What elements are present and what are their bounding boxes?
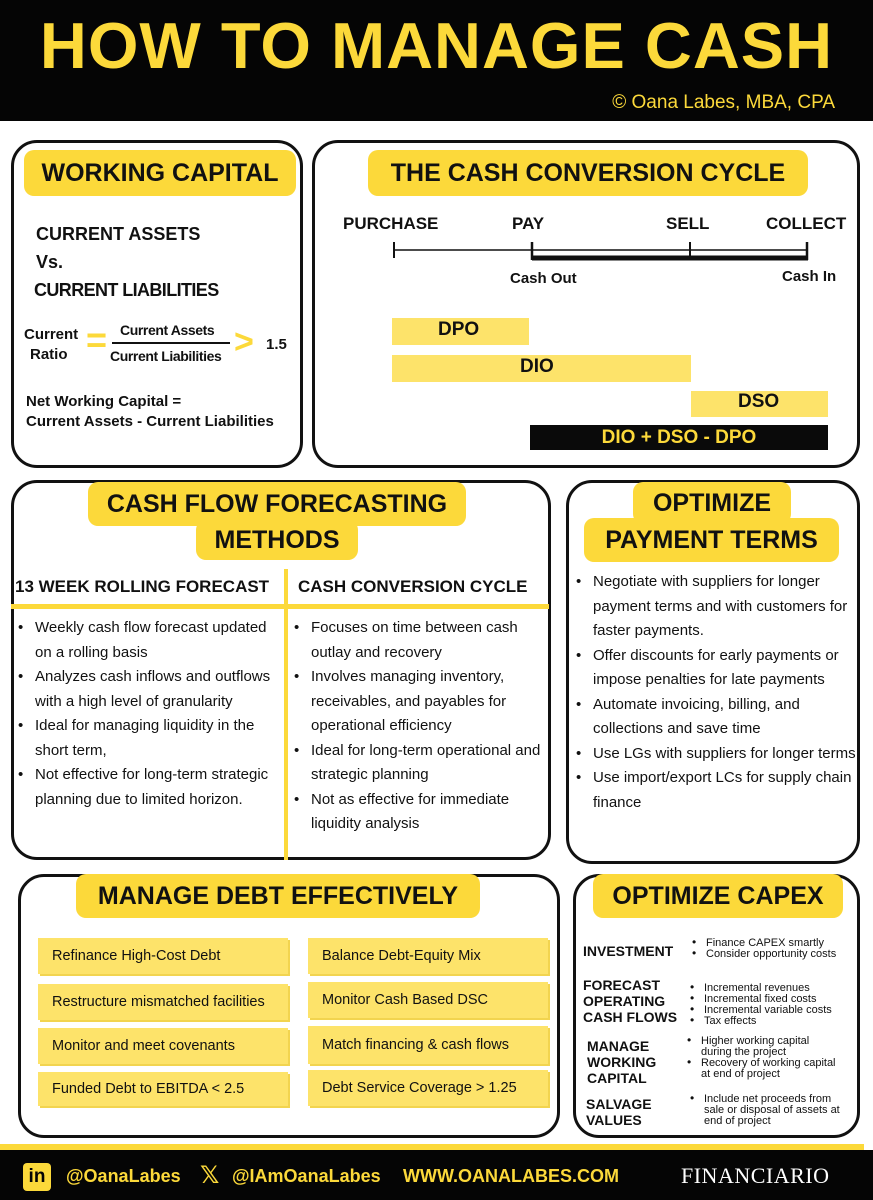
linkedin-icon[interactable]: in xyxy=(23,1163,51,1191)
list-item: • Negotiate with suppliers for longer payment terms and with customers for faster payments. xyxy=(573,570,857,644)
capex-wc-list xyxy=(687,1036,837,1080)
ratio-label-1: Current xyxy=(24,326,79,343)
nwc-line-1: Net Working Capital = xyxy=(26,393,182,410)
list-item: • Include net proceeds from sale or disposal of assets at end of project xyxy=(690,1094,840,1127)
header-bar xyxy=(0,0,873,121)
capex-forecast-label-1: FORECAST xyxy=(583,977,660,993)
debt-item-balance: Balance Debt-Equity Mix xyxy=(308,938,548,974)
dio-label: DIO xyxy=(520,356,554,377)
debt-item-dsc: Monitor Cash Based DSC xyxy=(308,982,548,1018)
list-item: • Offer discounts for early payments or impose penalties for late payments xyxy=(573,644,857,693)
list-item: • Incremental revenues xyxy=(690,983,852,994)
list-item: • Ideal for long-term operational and strategic planning xyxy=(291,739,547,788)
linkedin-handle[interactable]: @OanaLabes xyxy=(66,1166,181,1186)
debt-item-funded-debt: Funded Debt to EBITDA < 2.5 xyxy=(38,1072,288,1106)
list-item: • Weekly cash flow forecast updated on a rolling basis xyxy=(15,616,277,665)
debt-item-match: Match financing & cash flows xyxy=(308,1026,548,1064)
website-link[interactable]: WWW.OANALABES.COM xyxy=(403,1166,619,1186)
list-item: • Recovery of working capital at end of project xyxy=(687,1058,837,1080)
capex-investment-list xyxy=(692,938,852,960)
header-underline xyxy=(11,604,549,609)
col2-header: CASH CONVERSION CYCLE xyxy=(298,577,528,596)
nwc-line-2: Current Assets - Current Liabilities xyxy=(26,413,274,430)
capex-forecast-list xyxy=(690,983,852,1027)
capex-forecast-label-2: OPERATING xyxy=(583,993,666,1009)
capex-wc-label-1: MANAGE xyxy=(587,1038,650,1054)
payment-terms-list xyxy=(573,570,857,815)
copyright: © Oana Labes, MBA, CPA xyxy=(612,92,835,113)
list-item: • Use import/export LCs for supply chain finance xyxy=(573,766,857,815)
list-item: • Automate invoicing, billing, and collections and save time xyxy=(573,693,857,742)
capex-wc-label-2: WORKING xyxy=(587,1054,657,1070)
brand-logo: FINANCIARIO xyxy=(681,1163,830,1188)
list-item: • Ideal for managing liquidity in the short term, xyxy=(15,714,277,763)
list-item: • Higher working capital during the project xyxy=(687,1036,837,1058)
page-title: HOW TO MANAGE CASH xyxy=(39,9,834,82)
list-item: • Incremental fixed costs xyxy=(690,994,852,1005)
payment-terms-title-1: OPTIMIZE xyxy=(633,482,791,524)
timeline-pay-label: PAY xyxy=(512,214,545,233)
ratio-label-2: Ratio xyxy=(30,346,68,363)
fraction-line xyxy=(112,342,230,344)
wc-current-liabilities: CURRENT LIABILITIES xyxy=(34,280,219,300)
debt-item-restructure: Restructure mismatched facilities xyxy=(38,984,288,1020)
capex-salvage-label-1: SALVAGE xyxy=(586,1096,652,1112)
col1-list xyxy=(15,616,277,812)
x-handle[interactable]: @IAmOanaLabes xyxy=(232,1166,381,1186)
list-item: • Focuses on time between cash outlay and recovery xyxy=(291,616,547,665)
col2-list xyxy=(291,616,547,837)
list-item: • Use LGs with suppliers for longer terms xyxy=(573,742,857,767)
cash-out-label: Cash Out xyxy=(510,270,577,287)
ratio-denominator: Current Liabilities xyxy=(110,348,222,364)
debt-title: MANAGE DEBT EFFECTIVELY xyxy=(76,874,480,918)
list-item: • Not effective for long-term strategic planning due to limited horizon. xyxy=(15,763,277,812)
capex-wc-label-3: CAPITAL xyxy=(587,1070,647,1086)
cash-in-label: Cash In xyxy=(782,268,837,285)
capex-forecast-label-3: CASH FLOWS xyxy=(583,1009,678,1025)
column-divider xyxy=(284,569,288,860)
list-item: • Analyzes cash inflows and outflows with a high level of granularity xyxy=(15,665,277,714)
capex-investment-label: INVESTMENT xyxy=(583,943,674,959)
wc-current-assets: CURRENT ASSETS xyxy=(36,224,201,244)
timeline-purchase-label: PURCHASE xyxy=(343,214,439,233)
greater-than-sign: > xyxy=(234,323,254,361)
dso-label: DSO xyxy=(738,391,780,412)
list-item: • Finance CAPEX smartly xyxy=(692,938,852,949)
col1-header: 13 WEEK ROLLING FORECAST xyxy=(15,577,270,596)
ratio-threshold: 1.5 xyxy=(266,336,287,353)
capex-salvage-label-2: VALUES xyxy=(586,1112,642,1128)
forecasting-title-2: METHODS xyxy=(196,520,358,560)
ccc-title: THE CASH CONVERSION CYCLE xyxy=(368,150,808,196)
debt-item-dscr: Debt Service Coverage > 1.25 xyxy=(308,1070,548,1106)
debt-item-covenants: Monitor and meet covenants xyxy=(38,1028,288,1064)
list-item: • Involves managing inventory, receivables, and payables for operational efficiency xyxy=(291,665,547,739)
debt-item-refinance: Refinance High-Cost Debt xyxy=(38,938,288,974)
list-item: • Not as effective for immediate liquidity analysis xyxy=(291,788,547,837)
wc-vs: Vs. xyxy=(36,252,64,272)
x-icon[interactable]: 𝕏 xyxy=(200,1162,220,1189)
capex-title: OPTIMIZE CAPEX xyxy=(593,874,843,918)
ccc-formula: DIO + DSO - DPO xyxy=(601,427,757,448)
list-item: • Tax effects xyxy=(690,1016,852,1027)
equals-sign: = xyxy=(86,319,108,360)
timeline-axis xyxy=(380,236,830,268)
capex-salvage-list xyxy=(690,1094,840,1127)
dpo-label: DPO xyxy=(438,319,480,340)
timeline-sell-label: SELL xyxy=(666,214,710,233)
payment-terms-title-2: PAYMENT TERMS xyxy=(584,518,839,562)
list-item: • Incremental variable costs xyxy=(690,1005,852,1016)
timeline-collect-label: COLLECT xyxy=(766,214,847,233)
list-item: • Consider opportunity costs xyxy=(692,949,852,960)
forecasting-title-1: CASH FLOW FORECASTING xyxy=(88,482,466,526)
ratio-numerator: Current Assets xyxy=(120,322,215,338)
working-capital-title: WORKING CAPITAL xyxy=(24,150,296,196)
